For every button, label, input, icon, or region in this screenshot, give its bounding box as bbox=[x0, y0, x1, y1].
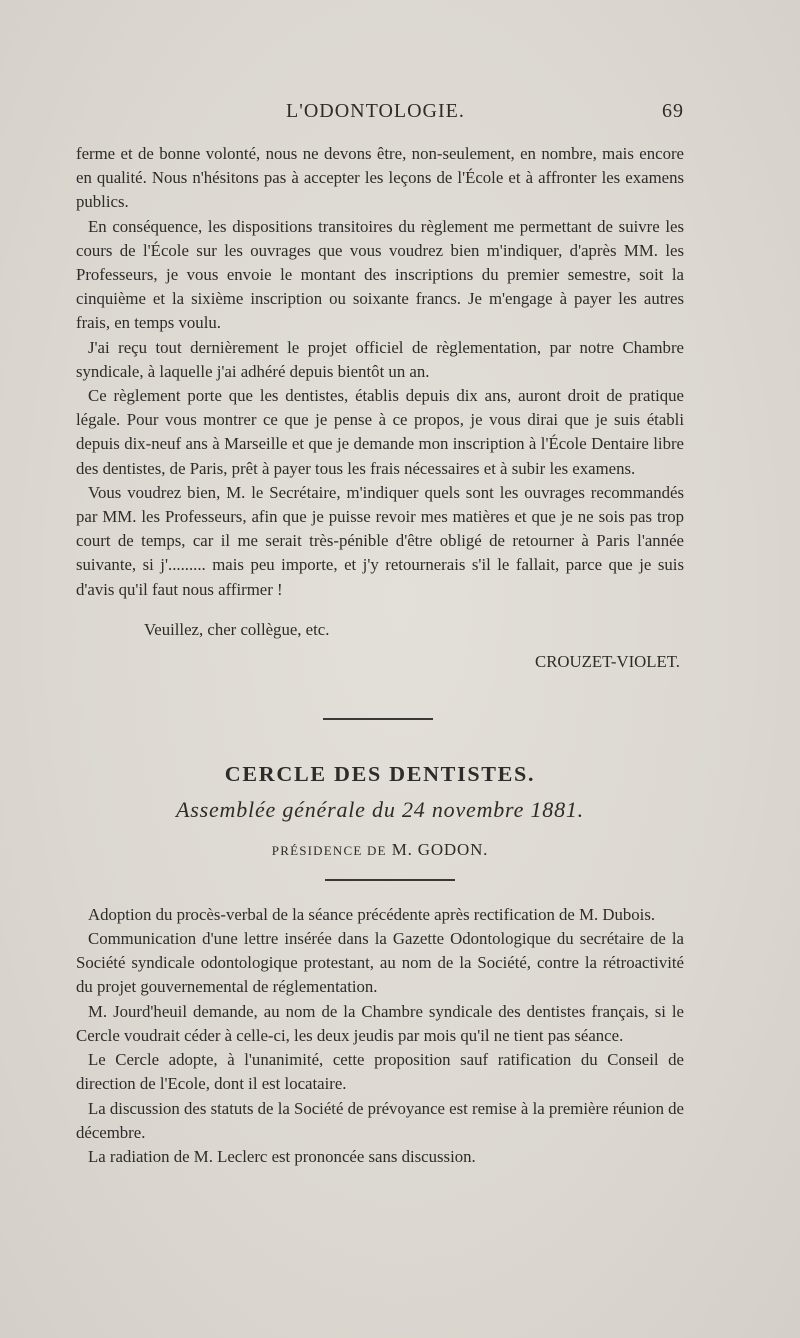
minutes-paragraph: La discussion des statuts de la Société de prévoyance est remise à la première réunion de décembre. bbox=[76, 1098, 684, 1142]
minutes-paragraph: Communication d'une lettre insérée dans la Gazette Odontologique du secrétaire de la Société syndicale odontologique protestant, au nom de la Société, contre la rétroactivité du projet gouvernemental de réglementation. bbox=[76, 929, 684, 997]
section-title: CERCLE DES DENTISTES. bbox=[224, 761, 536, 786]
subsection-divider bbox=[325, 879, 455, 881]
section-subtitle: Assemblée générale du 24 novembre 1881. bbox=[176, 796, 584, 822]
minutes-paragraph: La radiation de M. Leclerc est prononcée sans discussion. bbox=[88, 1146, 476, 1166]
presidence-line bbox=[76, 838, 684, 863]
section-divider bbox=[323, 718, 433, 720]
letter-paragraph: Ce règlement porte que les dentistes, établis depuis dix ans, auront droit de pratique légale. Pour vous montrer ce que je pense à ce propos, je vous dirai que je suis établi depuis dix-neuf ans à Marseille et que je demande mon inscription à l'École Dentaire libre des dentistes, de Paris, prêt à payer tous les frais nécessaires et à subir les examens. bbox=[76, 386, 684, 478]
letter-signature: CROUZET-VIOLET. bbox=[535, 652, 680, 672]
presidence-label: PRÉSIDENCE DE bbox=[271, 843, 387, 859]
letter-paragraph: Vous voudrez bien, M. le Secrétaire, m'indiquer quels sont les ouvrages recommandés par MM. les Professeurs, afin que je puisse revoir mes matières et que je ne sois pas trop court de temps, car il me serait très-pénible d'être obligé de retourner à Paris l'année suivante, si j'......... mais peu importe, et j'y retournerais s'il le fallait, parce que je suis d'avis qu'il faut nous affirmer ! bbox=[76, 482, 684, 599]
minutes-paragraph: Adoption du procès-verbal de la séance précédente après rectification de M. Dubois. bbox=[88, 904, 656, 924]
letter-closing: Veuillez, cher collègue, etc. bbox=[144, 619, 330, 639]
page-number: 69 bbox=[662, 100, 684, 122]
minutes-paragraph: M. Jourd'heuil demande, au nom de la Chambre syndicale des dentistes français, si le Cercle voudrait céder à celle-ci, les deux jeudis par mois qu'il ne tient pas séance. bbox=[76, 1001, 684, 1045]
letter-paragraph: En conséquence, les dispositions transitoires du règlement me permettant de suivre les cours de l'École sur les ouvrages que vous voudrez bien m'indiquer, d'après MM. les Professeurs, je vous envoie le montant des inscriptions du premier semestre, soit la cinquième et la sixième inscription ou soixante francs. Je m'engage à payer les autres frais, en temps voulu. bbox=[76, 216, 684, 333]
journal-title: L'ODONTOLOGIE. bbox=[286, 100, 465, 122]
minutes-paragraph: Le Cercle adopte, à l'unanimité, cette proposition sauf ratification du Conseil de direction de l'Ecole, dont il est locataire. bbox=[76, 1050, 684, 1094]
letter-paragraph: J'ai reçu tout dernièrement le projet officiel de règlementation, par notre Chambre syndicale, à laquelle j'ai adhéré depuis bientôt un an. bbox=[76, 337, 684, 381]
presidence-name: M. GODON. bbox=[391, 840, 489, 860]
running-header bbox=[78, 100, 684, 130]
letter-paragraph: ferme et de bonne volonté, nous ne devons être, non-seulement, en nombre, mais encore en qualité. Nous n'hésitons pas à accepter les leçons de l'École et à affronter les examens publics. bbox=[76, 144, 684, 212]
page-body bbox=[76, 142, 684, 1169]
